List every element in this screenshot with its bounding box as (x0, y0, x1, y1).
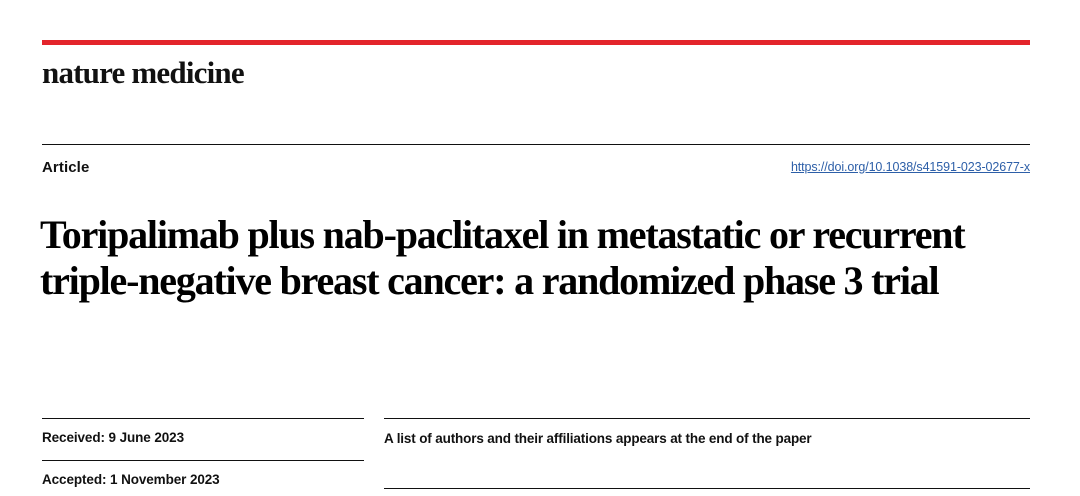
authors-bottom-rule (384, 488, 1030, 489)
article-type-label: Article (42, 159, 90, 176)
accepted-date: Accepted: 1 November 2023 (42, 472, 220, 487)
metadata-top-rule (42, 418, 364, 419)
journal-accent-rule (42, 40, 1030, 45)
page-title: Toripalimab plus nab-paclitaxel in metastatic or recurrent triple-negative breast cancer: a randomized phase 3 trial (40, 211, 965, 304)
received-date: Received: 9 June 2023 (42, 430, 184, 445)
journal-masthead: nature medicine (42, 55, 244, 90)
authors-top-rule (384, 418, 1030, 419)
doi-link[interactable]: https://doi.org/10.1038/s41591-023-02677-x (790, 160, 1030, 174)
metadata-divider (42, 460, 364, 461)
authors-affiliations-note: A list of authors and their affiliations appears at the end of the paper (384, 431, 812, 446)
header-divider (42, 144, 1030, 145)
